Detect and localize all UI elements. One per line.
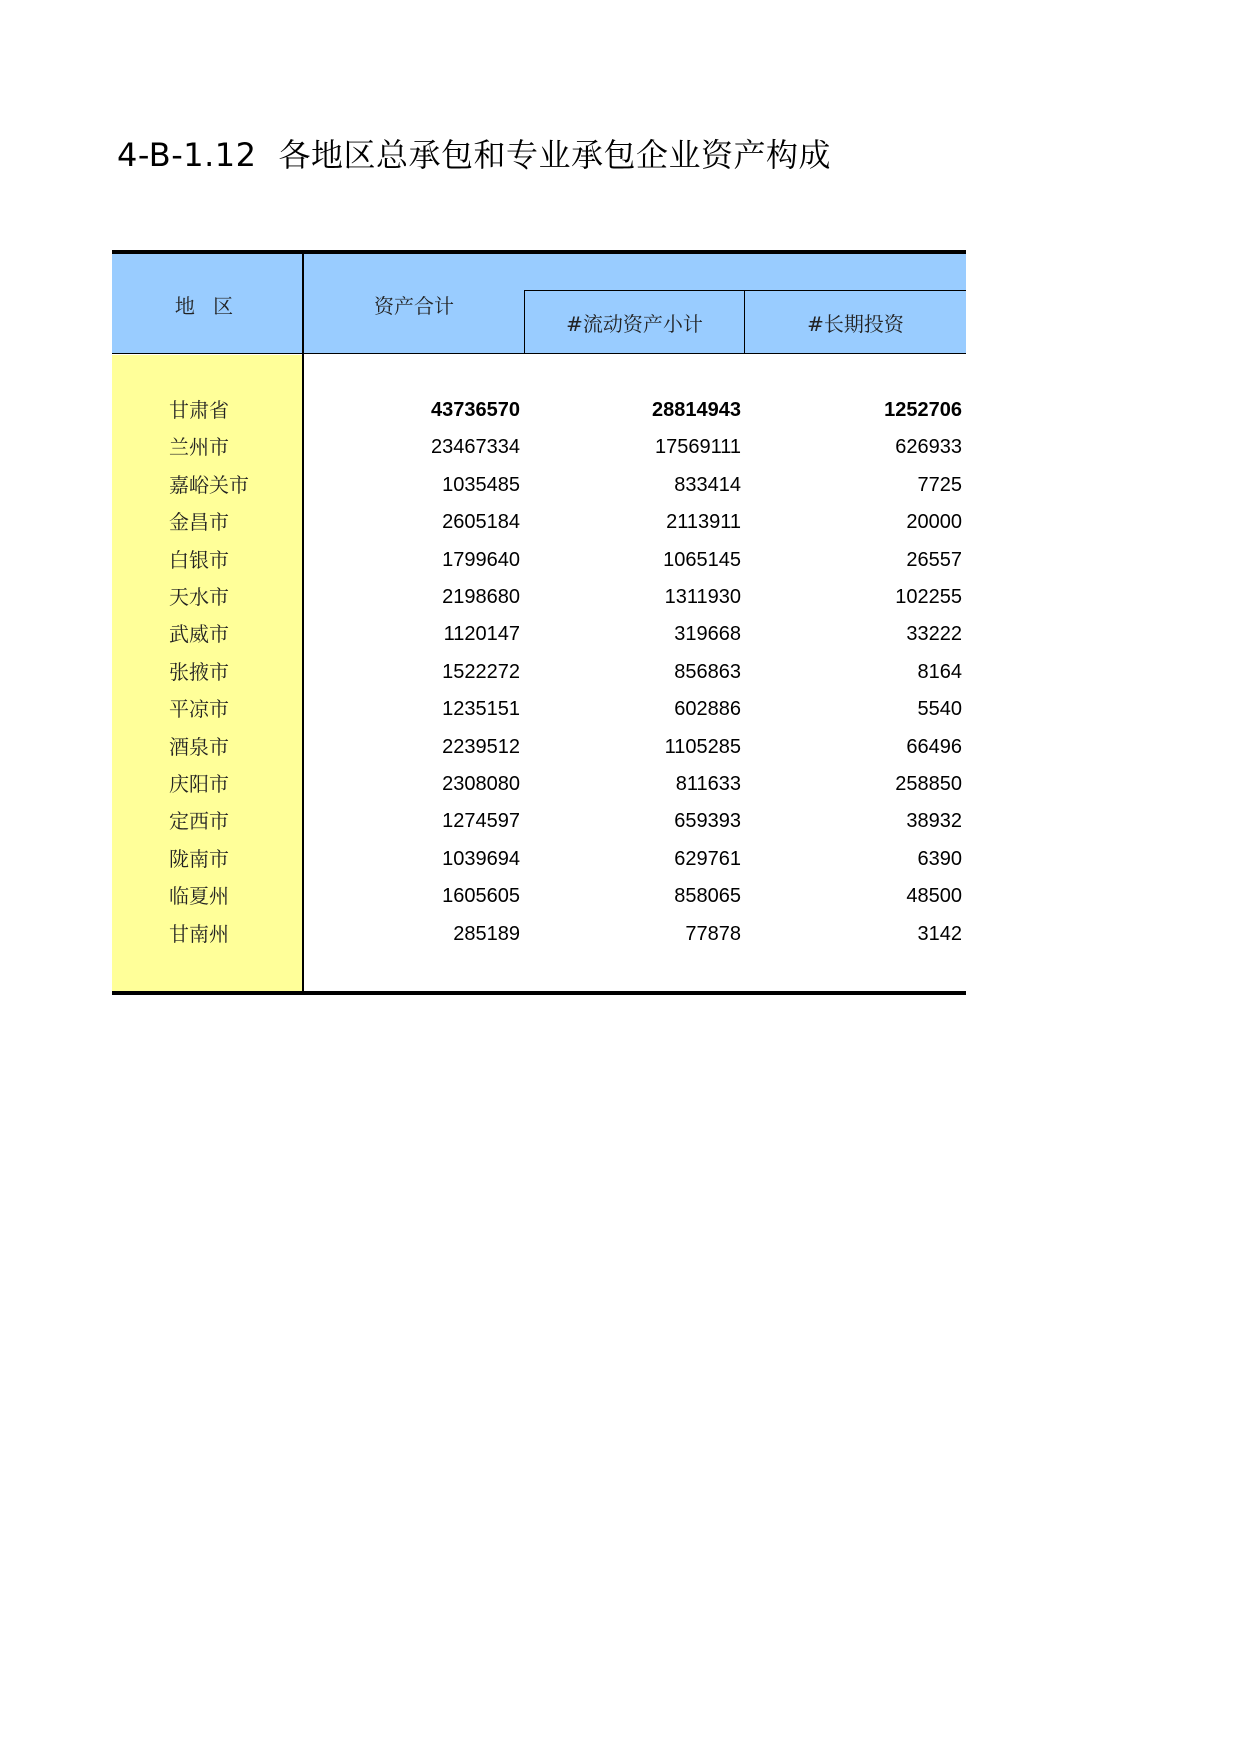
table-code: 4-B-1.12 bbox=[117, 136, 257, 174]
cell-region: 金昌市 bbox=[169, 510, 229, 535]
cell-current-assets: 2113911 bbox=[666, 511, 741, 534]
cell-long-term-investment: 5540 bbox=[917, 698, 962, 721]
cell-region: 武威市 bbox=[169, 622, 229, 647]
cell-long-term-investment: 48500 bbox=[906, 885, 962, 908]
cell-region: 陇南市 bbox=[169, 846, 229, 871]
cell-region: 张掖市 bbox=[169, 659, 229, 684]
cell-total-assets: 1799640 bbox=[442, 548, 520, 571]
cell-current-assets: 833414 bbox=[674, 473, 741, 496]
table-row bbox=[112, 542, 966, 579]
cell-region: 甘肃省 bbox=[169, 398, 229, 422]
cell-region: 庆阳市 bbox=[169, 772, 229, 796]
cell-total-assets: 285189 bbox=[453, 922, 520, 945]
cell-region: 定西市 bbox=[169, 809, 229, 834]
cell-current-assets: 811633 bbox=[675, 773, 741, 795]
cell-long-term-investment: 66496 bbox=[906, 735, 962, 758]
cell-region: 甘南州 bbox=[169, 921, 229, 946]
cell-region: 兰州市 bbox=[169, 435, 229, 460]
cell-current-assets: 1065145 bbox=[663, 548, 741, 571]
table-row bbox=[112, 878, 966, 915]
cell-current-assets: 319668 bbox=[674, 623, 741, 646]
cell-total-assets: 23467334 bbox=[431, 436, 520, 459]
cell-long-term-investment: 33222 bbox=[906, 623, 962, 646]
cell-current-assets: 28814943 bbox=[652, 399, 741, 421]
cell-total-assets: 2605184 bbox=[442, 511, 520, 534]
cell-total-assets: 1120147 bbox=[443, 623, 520, 646]
cell-long-term-investment: 7725 bbox=[917, 473, 962, 496]
cell-region: 天水市 bbox=[169, 585, 229, 609]
bottom-rule bbox=[112, 991, 966, 995]
cell-long-term-investment: 38932 bbox=[906, 810, 962, 833]
cell-long-term-investment: 8164 bbox=[917, 660, 962, 683]
cell-region: 临夏州 bbox=[169, 884, 229, 909]
cell-total-assets: 2198680 bbox=[442, 586, 520, 608]
cell-current-assets: 858065 bbox=[674, 885, 741, 908]
cell-current-assets: 629761 bbox=[674, 847, 741, 870]
table-row bbox=[112, 729, 966, 766]
cell-long-term-investment: 626933 bbox=[895, 436, 962, 459]
cell-long-term-investment: 20000 bbox=[906, 511, 962, 534]
page-title bbox=[117, 130, 831, 176]
cell-region: 嘉峪关市 bbox=[169, 472, 249, 497]
table-row bbox=[112, 654, 966, 691]
cell-long-term-investment: 6390 bbox=[917, 847, 962, 870]
cell-total-assets: 1605605 bbox=[442, 885, 520, 908]
table-row bbox=[112, 616, 966, 653]
header-total-assets: 资产合计 bbox=[374, 294, 454, 318]
cell-long-term-investment: 1252706 bbox=[884, 399, 962, 421]
asset-table bbox=[112, 250, 966, 995]
table-row bbox=[112, 803, 966, 840]
cell-region: 平凉市 bbox=[169, 697, 229, 722]
table-row bbox=[112, 841, 966, 878]
cell-current-assets: 1311930 bbox=[664, 586, 741, 608]
header-current-assets: #流动资产小计 bbox=[566, 312, 703, 336]
cell-long-term-investment: 258850 bbox=[895, 773, 962, 795]
cell-current-assets: 659393 bbox=[674, 810, 741, 833]
table-row bbox=[112, 916, 966, 953]
cell-region: 白银市 bbox=[169, 547, 229, 572]
table-row bbox=[112, 691, 966, 728]
cell-long-term-investment: 26557 bbox=[906, 548, 962, 571]
top-rule bbox=[112, 250, 966, 254]
header-region: 地 区 bbox=[174, 294, 240, 318]
table-row bbox=[112, 579, 966, 616]
cell-total-assets: 1522272 bbox=[442, 660, 520, 683]
cell-current-assets: 856863 bbox=[674, 660, 741, 683]
cell-total-assets: 1035485 bbox=[442, 473, 520, 496]
cell-total-assets: 2239512 bbox=[442, 735, 520, 758]
cell-long-term-investment: 102255 bbox=[895, 586, 962, 608]
table-row bbox=[112, 429, 966, 466]
cell-current-assets: 17569111 bbox=[654, 436, 741, 459]
cell-total-assets: 1274597 bbox=[442, 810, 520, 833]
cell-region: 酒泉市 bbox=[169, 734, 229, 759]
cell-total-assets: 1039694 bbox=[442, 847, 520, 870]
header-long-term-investment: #长期投资 bbox=[807, 312, 904, 336]
cell-total-assets: 43736570 bbox=[431, 399, 520, 421]
table-row bbox=[112, 392, 966, 429]
table-row bbox=[112, 467, 966, 504]
cell-current-assets: 77878 bbox=[685, 922, 741, 945]
cell-current-assets: 602886 bbox=[674, 698, 741, 721]
table-row bbox=[112, 504, 966, 541]
cell-long-term-investment: 3142 bbox=[917, 922, 962, 945]
table-row bbox=[112, 766, 966, 803]
cell-total-assets: 1235151 bbox=[442, 698, 520, 721]
cell-current-assets: 1105285 bbox=[664, 735, 741, 758]
table-title-text: 各地区总承包和专业承包企业资产构成 bbox=[278, 136, 832, 174]
cell-total-assets: 2308080 bbox=[442, 773, 520, 795]
